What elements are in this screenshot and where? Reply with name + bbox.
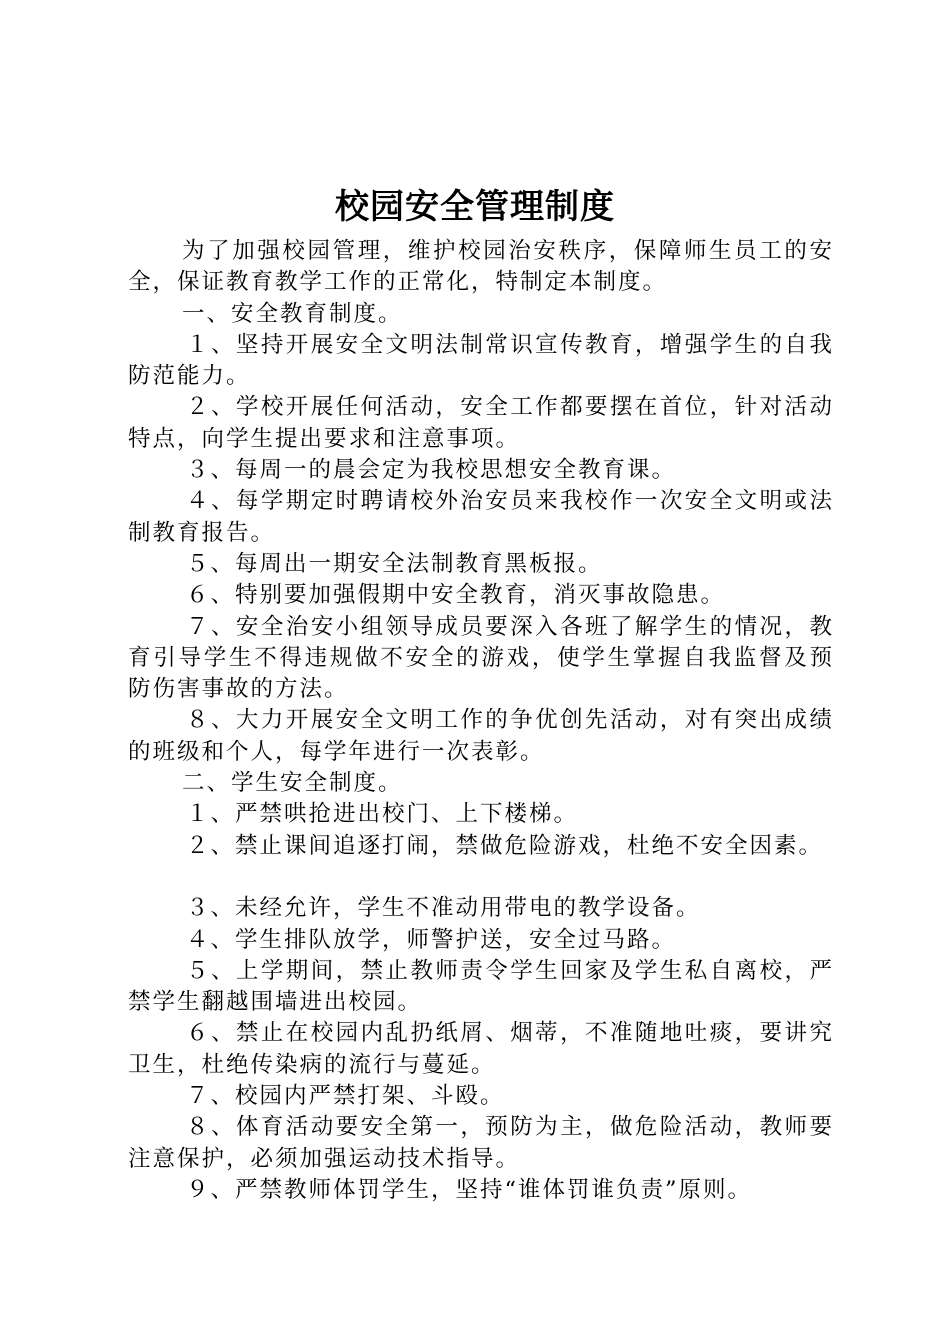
list-item: ６、特别要加强假期中安全教育，消灭事故隐患。 [186,582,726,609]
list-item: １、坚持开展安全文明法制常识宣传教育，增强学生的自我防范能力。 [128,331,834,390]
list-item: ６、禁止在校园内乱扔纸屑、烟蒂，不准随地吐痰，要讲究卫生，杜绝传染病的流行与蔓延。 [128,1020,834,1078]
document-body [128,236,834,1206]
list-item: ２、禁止课间追逐打闹，禁做危险游戏，杜绝不安全因素。 [186,832,824,859]
list-item: ３、每周一的晨会定为我校思想安全教育课。 [186,457,677,484]
list-item: ３、未经允许，学生不准动用带电的教学设备。 [186,895,701,922]
list-item: ７、校园内严禁打架、斗殴。 [186,1083,505,1110]
list-item: ５、上学期间，禁止教师责令学生回家及学生私自离校，严禁学生翻越围墙进出校园。 [128,957,834,1016]
list-item: １、严禁哄抢进出校门、上下楼梯。 [186,801,579,828]
list-item: ８、体育活动要安全第一，预防为主，做危险活动，教师要注意保护，必须加强运动技术指导。 [128,1114,834,1172]
section-heading-student-safety: 二、学生安全制度。 [182,770,403,797]
list-item: ２、学校开展任何活动，安全工作都要摆在首位，针对活动特点，向学生提出要求和注意事项。 [128,394,834,452]
list-item: ９、严禁教师体罚学生，坚持“谁体罚谁负责”原则。 [186,1176,753,1203]
list-item: ５、每周出一期安全法制教育黑板报。 [186,550,603,577]
list-item: ７、安全治安小组领导成员要深入各班了解学生的情况，教育引导学生不得违规做不安全的游戏，使学生掌握自我监督及预防伤害事故的方法。 [128,613,834,703]
intro-paragraph: 为了加强校园管理，维护校园治安秩序，保障师生员工的安全，保证教育教学工作的正常化，特制定本制度。 [128,238,834,296]
list-item: ４、学生排队放学，师警护送，安全过马路。 [186,926,677,953]
section-heading-safety-education: 一、安全教育制度。 [182,300,403,327]
list-item: ４、每学期定时聘请校外治安员来我校作一次安全文明或法制教育报告。 [128,488,834,546]
list-item: ８、大力开展安全文明工作的争优创先活动，对有突出成绩的班级和个人，每学年进行一次表彰。 [128,707,834,765]
document-title: 校园安全管理制度 [335,187,615,227]
